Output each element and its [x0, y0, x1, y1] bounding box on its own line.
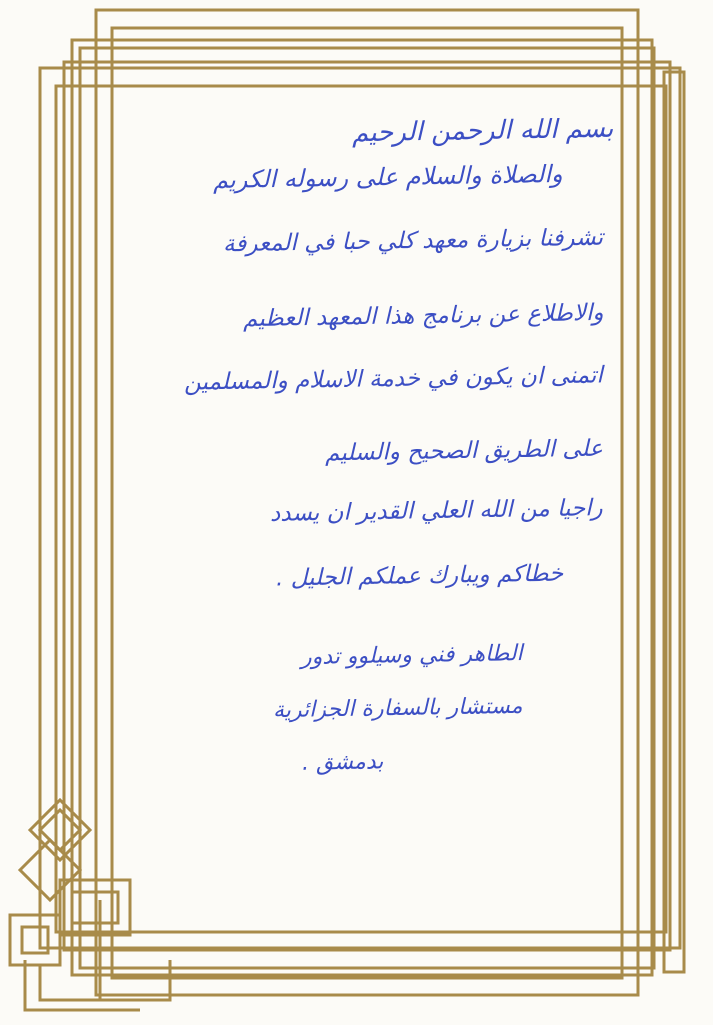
line-path: على الطريق الصحيح والسليم: [324, 435, 604, 467]
line-salutation: والصلاة والسلام على رسوله الكريم: [213, 159, 564, 195]
line-visit: تشرفنا بزيارة معهد كلي حبا في المعرفة: [222, 224, 604, 258]
line-basmala: بسم الله الرحمن الرحيم: [351, 113, 614, 149]
line-wish: اتمنى ان يكون في خدمة الاسلام والمسلمين: [184, 362, 604, 396]
signature-place: بدمشق .: [301, 749, 384, 776]
line-prayer: راجيا من الله العلي القدير ان يسدد: [270, 495, 604, 527]
line-blessing: خطاكم ويبارك عملكم الجليل .: [275, 560, 564, 592]
line-program: والاطلاع عن برنامج هذا المعهد العظيم: [242, 299, 604, 333]
signature-title: مستشار بالسفارة الجزائرية: [273, 693, 524, 724]
signature-name: الطاهر فني وسيلوو تدور: [301, 641, 524, 670]
